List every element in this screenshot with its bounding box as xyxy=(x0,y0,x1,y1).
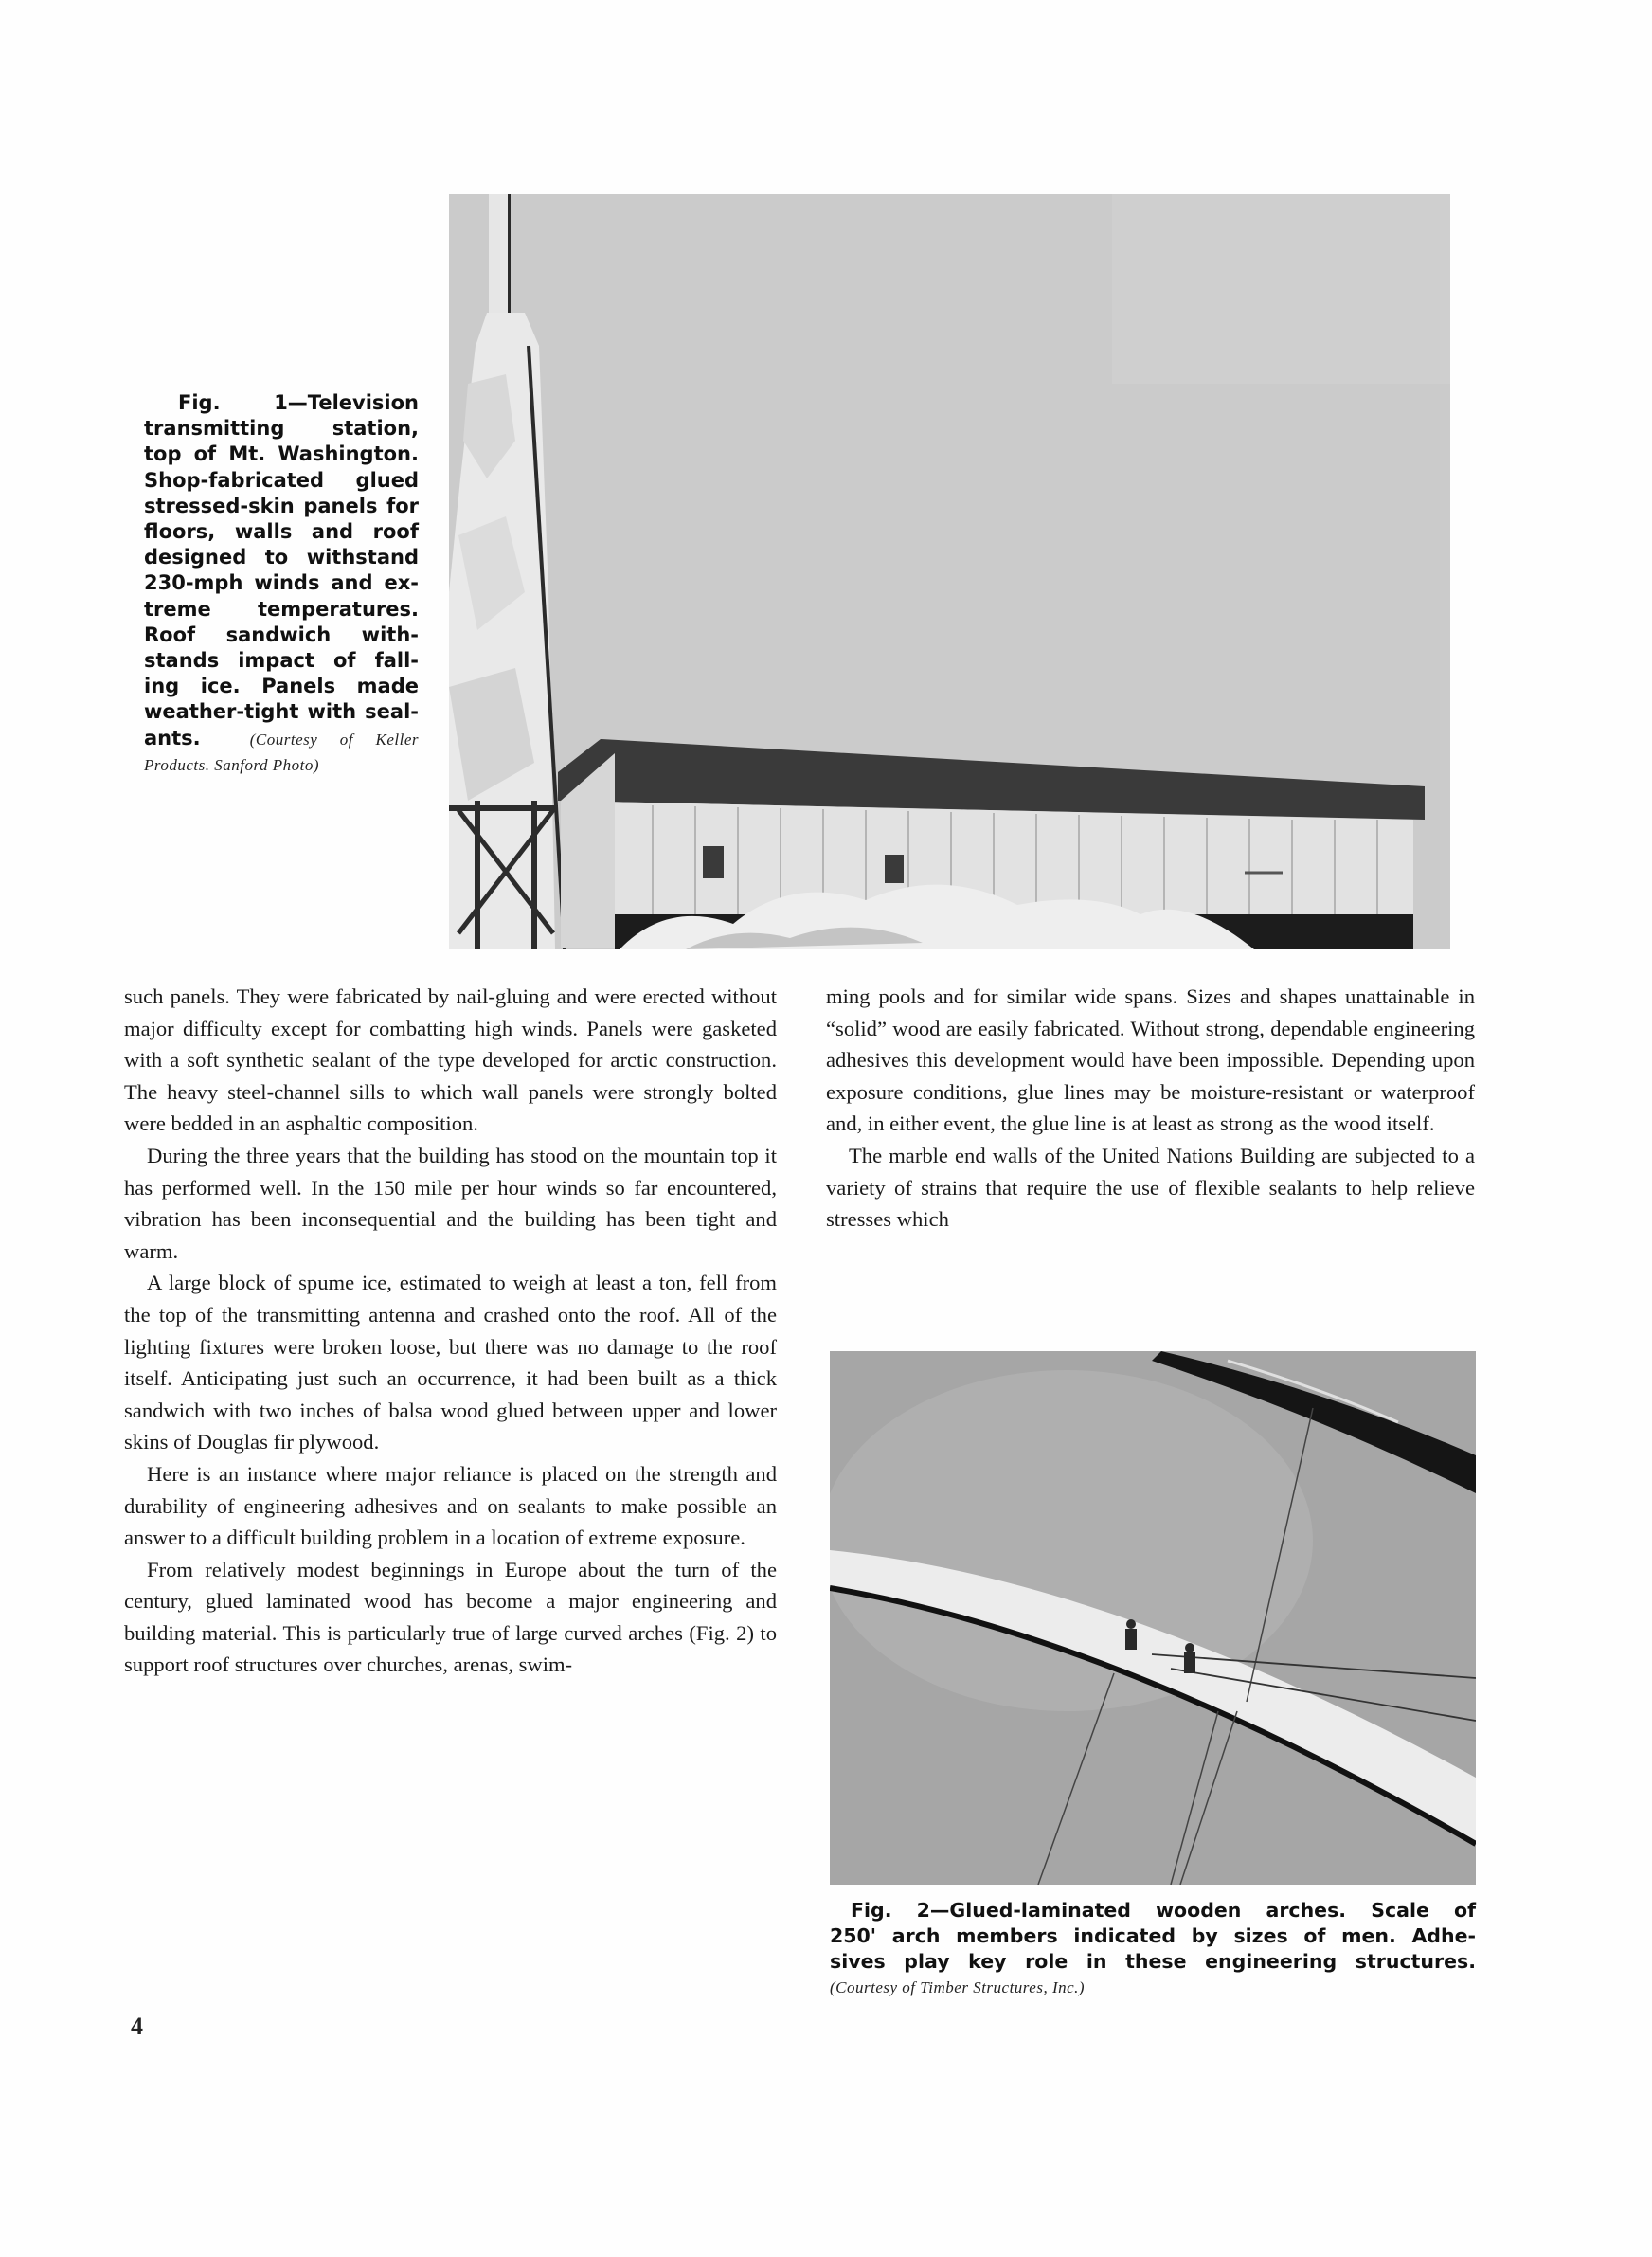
caption-line: 230-mph winds and ex- xyxy=(144,571,419,595)
caption-line: Fig. 2—Glued-laminated wooden arches. Scale of xyxy=(851,1899,1476,1922)
laminated-arches-illustration xyxy=(830,1351,1476,1885)
caption-line: 250' arch members indicated by sizes of men. Adhe- xyxy=(830,1924,1476,1947)
body-column-right xyxy=(826,981,1475,1236)
caption-line: top of Mt. Washington. xyxy=(144,442,419,466)
caption-line: stressed-skin panels for xyxy=(144,494,419,517)
paragraph: Here is an instance where major reliance is placed on the strength and durability of engineering adhesives and on sealants to make possible an answer to a difficult building problem in a location of extreme exposure. xyxy=(124,1461,777,1550)
photo-credit-continued: Products. Sanford Photo) xyxy=(144,755,319,774)
figure-1-caption xyxy=(144,390,419,778)
caption-line: treme temperatures. xyxy=(144,597,419,621)
caption-line: Fig. 1—Television xyxy=(178,391,419,414)
tower-and-building-illustration xyxy=(449,194,1450,949)
paragraph: During the three years that the building has stood on the mountain top it has performed well. In the 150 mile per hour winds so far encountered, vibration has been inconsequential and the building has been tight and warm. xyxy=(124,1143,777,1263)
caption-line: weather-tight with seal- xyxy=(144,700,419,724)
photo-credit: (Courtesy of Timber Structures, Inc.) xyxy=(830,1978,1086,1996)
caption-line: sives play key role in these engineering structures. xyxy=(830,1950,1476,1973)
caption-line xyxy=(144,726,419,752)
figure-1-photo xyxy=(449,194,1450,949)
worker-figure-icon xyxy=(1184,1643,1195,1673)
caption-line: stands impact of fall- xyxy=(144,649,419,673)
photo-credit: (Courtesy of Keller xyxy=(249,730,419,749)
figure-2-caption xyxy=(830,1898,1476,2000)
caption-end: ants. xyxy=(144,726,201,749)
caption-line: floors, walls and roof xyxy=(144,520,419,544)
caption-line: ing ice. Panels made xyxy=(144,675,419,698)
caption-line: Roof sandwich with- xyxy=(144,623,419,646)
paragraph: The marble end walls of the United Nations Building are subjected to a variety of strains that require the use of flexible sealants to help relieve stresses which xyxy=(826,1143,1475,1232)
figure-2-photo xyxy=(830,1351,1476,1885)
worker-figure-icon xyxy=(1125,1619,1137,1650)
caption-line: designed to withstand xyxy=(144,546,419,569)
paragraph: such panels. They were fabricated by nail-gluing and were erected without major difficulty except for combatting high winds. Panels were gasketed with a soft synthetic sealant of the type developed for arctic construction. The heavy steel-channel sills to which wall panels were strongly bolted were bedded in an asphaltic composition. xyxy=(124,984,777,1136)
paragraph: ming pools and for similar wide spans. Sizes and shapes unattainable in “solid” wood are easily fabricated. Without strong, dependable engineering adhesives this development would have been impossible. Depending upon exposure conditions, glue lines may be moisture-resistant or waterproof and, in either event, the glue line is at least as strong as the wood itself. xyxy=(826,984,1475,1136)
caption-line: Shop-fabricated glued xyxy=(144,468,419,492)
paragraph: A large block of spume ice, estimated to weigh at least a ton, fell from the top of the transmitting antenna and crashed onto the roof. All of the lighting fixtures were broken loose, but there was no damage to the roof itself. Anticipating just such an occurrence, it had been built as a thick sandwich with two inches of balsa wood glued between upper and lower skins of Douglas fir plywood. xyxy=(124,1271,777,1454)
caption-line: transmitting station, xyxy=(144,417,419,441)
page-number: 4 xyxy=(131,2013,143,2040)
window-icon xyxy=(703,846,724,878)
window-icon xyxy=(885,855,904,883)
paragraph: From relatively modest beginnings in Europe about the turn of the century, glued laminated wood has become a major engineering and building material. This is particularly true of large curved arches (Fig. 2) to support roof structures over churches, arenas, swim- xyxy=(124,1557,777,1677)
body-column-left xyxy=(124,981,777,1681)
